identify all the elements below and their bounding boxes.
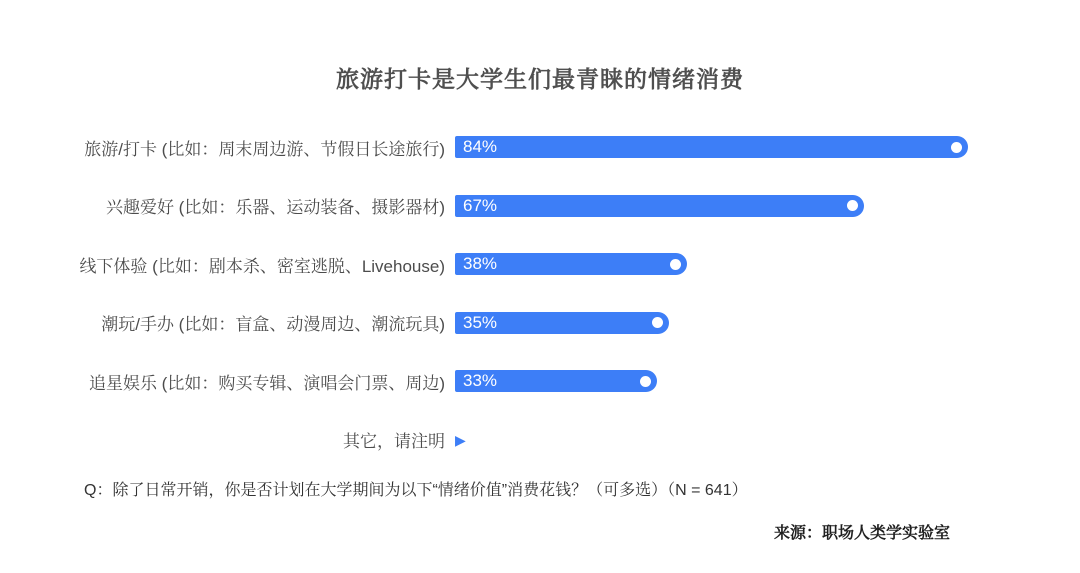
- bar-row: [0, 352, 1080, 411]
- bar: [455, 370, 657, 392]
- bar: [455, 136, 968, 158]
- chart-title: 旅游打卡是大学生们最青睐的情绪消费: [336, 66, 744, 92]
- bar: [455, 312, 669, 334]
- bar-area: [455, 195, 864, 217]
- bar-area: [455, 370, 657, 392]
- bar-end-dot-icon: [847, 200, 858, 211]
- bar-row: [0, 118, 1080, 177]
- bar-value-label: 33%: [463, 371, 498, 391]
- source-credit: 来源：职场人类学实验室: [773, 525, 950, 542]
- bar-row: [0, 294, 1080, 353]
- bar-category-label: 追星娱乐 (比如：购买专辑、演唱会门票、周边): [88, 373, 445, 393]
- bar-area: [455, 253, 687, 275]
- bar-category-label: 旅游/打卡 (比如：周末周边游、节假日长途旅行): [84, 139, 445, 159]
- bar-value-label: 35%: [463, 312, 498, 332]
- other-category-label: 其它，请注明: [343, 432, 445, 452]
- bar-category-label: 潮玩/手办 (比如：盲盒、动漫周边、潮流玩具): [101, 315, 445, 335]
- bar: [455, 253, 687, 275]
- bar-area: [455, 312, 669, 334]
- bar-value-label: 38%: [463, 254, 498, 274]
- right-arrow-icon: ▶: [455, 431, 466, 448]
- bar: [455, 195, 864, 217]
- bar-value-label: 84%: [463, 137, 498, 157]
- bar-value-label: 67%: [463, 195, 498, 215]
- bar-end-dot-icon: [951, 142, 962, 153]
- bar-end-dot-icon: [652, 317, 663, 328]
- bar-row: [0, 177, 1080, 236]
- bar-area: [455, 136, 968, 158]
- bar-end-dot-icon: [670, 259, 681, 270]
- bar-row: [0, 235, 1080, 294]
- bar-chart: [0, 118, 1080, 469]
- bar-end-dot-icon: [640, 376, 651, 387]
- other-row: [0, 411, 1080, 470]
- bar-category-label: 线下体验 (比如：剧本杀、密室逃脱、Livehouse): [79, 256, 445, 276]
- bar-category-label: 兴趣爱好 (比如：乐器、运动装备、摄影器材): [105, 198, 445, 218]
- survey-question: Q：除了日常开销，你是否计划在大学期间为以下“情绪价值”消费花钱？（可多选）（N = 641）: [84, 482, 748, 499]
